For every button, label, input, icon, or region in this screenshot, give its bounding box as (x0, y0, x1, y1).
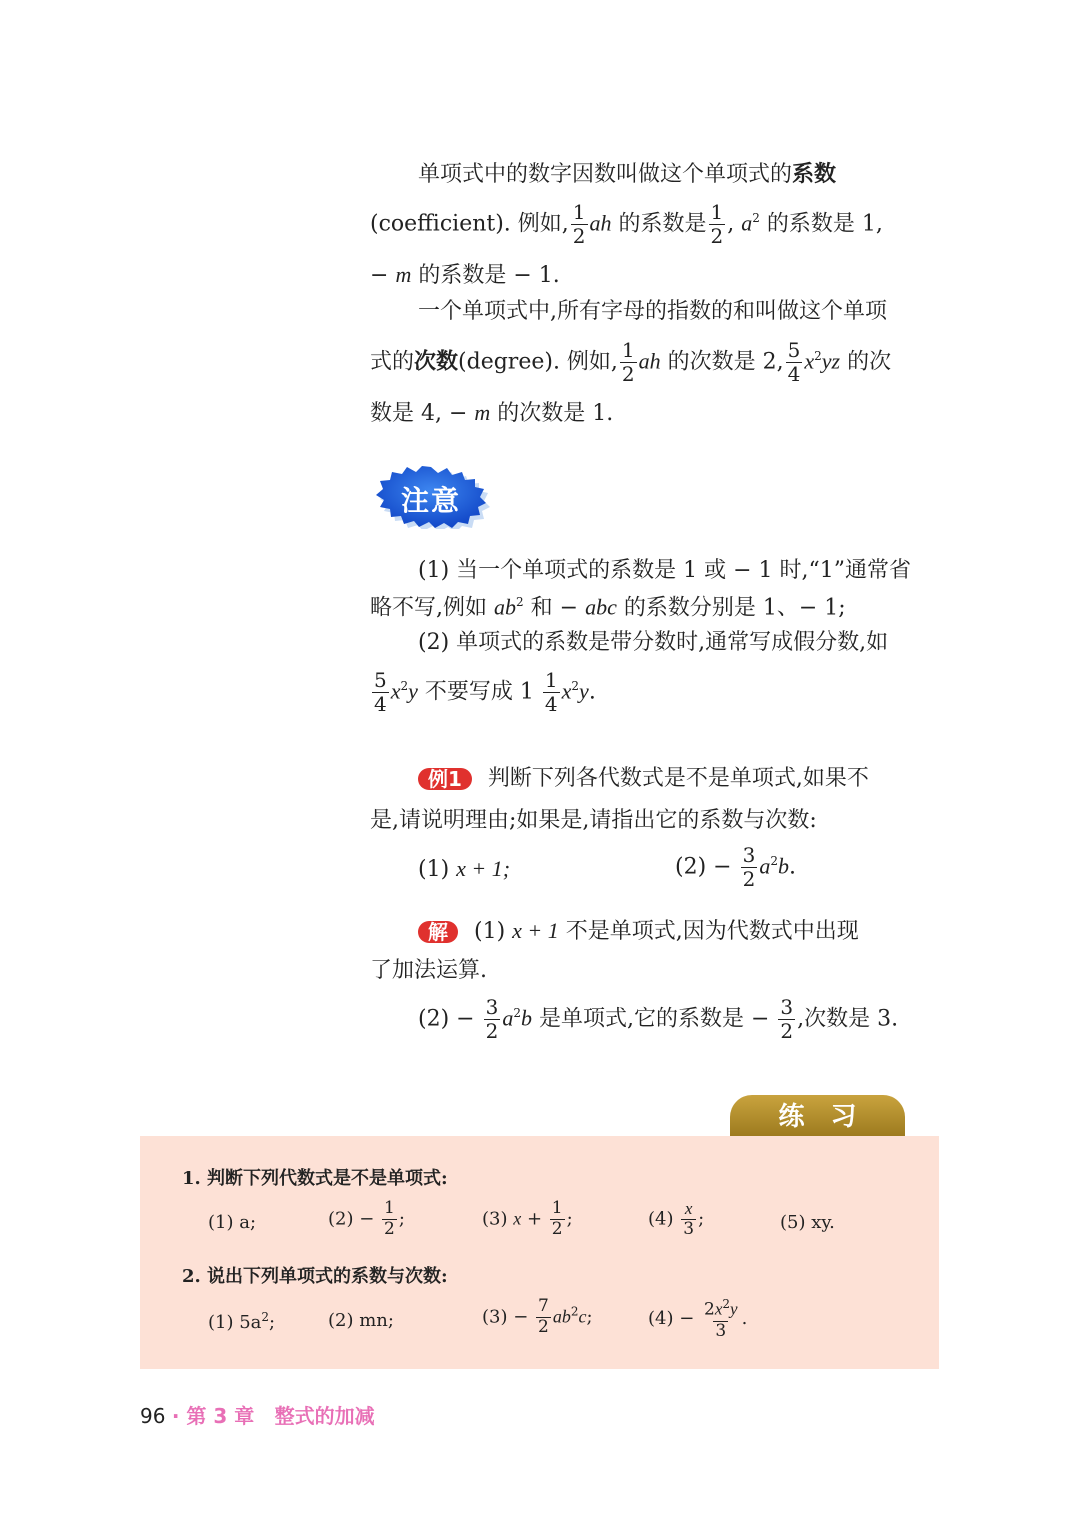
q1-item-2: (2) − $\frac{1}{2}$ ; (328, 1198, 405, 1239)
note-text: 不要写成 1 (424, 679, 534, 705)
solution-line1 (418, 920, 859, 943)
fraction: $\frac{1}{2}$ (572, 200, 586, 248)
fraction: $\frac{3}{2}$ (742, 843, 756, 891)
solution-text: 了加法运算. (370, 958, 487, 983)
item-text: (1) 5a (208, 1312, 262, 1333)
fraction: $\frac{3}{2}$ (485, 995, 499, 1043)
example-item1 (418, 858, 510, 881)
example-text: 判断下列各代数式是不是单项式,如果不 (487, 766, 869, 791)
term-degree: 次数 (414, 348, 459, 375)
para2-line2: 式的次数(degree). 例如, $\frac{1}{2}$ ah 的次数是 2, $\frac{5}{4}$ $x^2yz$ 的次 (370, 338, 892, 386)
para1-text: 的系数是 1, (766, 211, 883, 237)
item-text: (3) (482, 1306, 508, 1328)
note-text: (1) 当一个单项式的系数是 1 或 − 1 时,“1”通常省 (418, 558, 912, 583)
solution-text: ,次数是 3. (797, 1006, 899, 1032)
item-text: (3) (482, 1208, 508, 1230)
para2-line3: 数是 4, − m 的次数是 1. (370, 400, 614, 426)
para1-line1 (418, 163, 836, 186)
item-text: (4) (648, 1208, 674, 1230)
item-text: (1) a; (208, 1212, 257, 1233)
page-footer (140, 1400, 375, 1429)
item-expr: x + 1; (456, 856, 511, 881)
solution-tag: 解 (418, 921, 458, 943)
fraction: $\frac{3}{2}$ (780, 995, 794, 1043)
para1-text: 的系数是 − 1. (418, 263, 560, 288)
note2-line2: $\frac{5}{4}$ $x^2y$ 不要写成 1 $\frac{1}{4}$ $x^2y$. (374, 668, 596, 716)
solution-text: 是单项式,它的系数是 (538, 1006, 744, 1032)
chapter-label: · 第 3 章 (171, 1404, 255, 1428)
term-coefficient: 系数 (792, 161, 837, 187)
fraction: $\frac{2x^2y}{3}$ (704, 1297, 738, 1341)
fraction: $\frac{1}{2}$ (384, 1198, 395, 1239)
example-tag: 例1 (418, 768, 472, 790)
para2-text: 数是 4, (370, 401, 442, 426)
fraction: $\frac{7}{2}$ (538, 1296, 549, 1337)
solution-line2 (370, 960, 487, 982)
note1-line1 (418, 560, 911, 582)
note-text: 的系数分别是 1、− 1; (623, 595, 846, 621)
example-line1 (418, 768, 869, 790)
fraction: $\frac{1}{2}$ (710, 200, 724, 248)
para2-text: 的次 (847, 349, 892, 375)
note-text: 略不写,例如 (370, 595, 487, 621)
notice-badge (372, 465, 490, 529)
para1-text: 单项式中的数字因数叫做这个单项式的 (418, 162, 793, 187)
chapter-title: 整式的加减 (274, 1404, 375, 1428)
notice-label: 注意 (400, 484, 461, 517)
para2-text: (degree). 例如, (458, 349, 618, 375)
item-label: (1) (418, 857, 450, 882)
fraction: $\frac{1}{4}$ (544, 668, 558, 716)
q2-item-3: (3) − $\frac{7}{2}$ $ab^2c$; (482, 1296, 593, 1337)
item-text: (5) xy. (780, 1212, 835, 1233)
exercise-q1: 1. 判断下列代数式是不是单项式: (182, 1168, 448, 1189)
exercise-q2: 2. 说出下列单项式的系数与次数: (182, 1266, 448, 1287)
para2-line1 (418, 301, 887, 323)
q1-item-5 (780, 1212, 835, 1233)
q2-item-1: (1) $5a^2$; (208, 1310, 276, 1333)
fraction: $\frac{5}{4}$ (374, 668, 387, 716)
example-text: 是,请说明理由;如果是,请指出它的系数与次数: (370, 808, 817, 833)
item-text: (2) (328, 1208, 354, 1230)
q2-item-2 (328, 1310, 394, 1331)
para2-text: 的次数是 2, (667, 349, 784, 375)
para1-text: (coefficient). 例如, (370, 211, 569, 237)
q2-item-4: (4) − $\frac{2x^2y}{3}$ . (648, 1297, 748, 1341)
item-label: (2) (675, 854, 707, 880)
solution-expr: x + 1 (512, 918, 559, 943)
para1-line3: − m 的系数是 − 1. (370, 262, 560, 288)
item-text: (2) mn; (328, 1310, 394, 1331)
fraction: $\frac{x}{3}$ (683, 1199, 695, 1239)
page-number: 96 (140, 1404, 166, 1428)
q1-item-3: (3) x + $\frac{1}{2}$ ; (482, 1198, 573, 1239)
fraction: $\frac{1}{2}$ (621, 338, 635, 386)
example-line2 (370, 810, 817, 832)
exercise-tab: 练习 (730, 1095, 905, 1137)
note-text: (2) 单项式的系数是带分数时,通常写成假分数,如 (418, 630, 889, 655)
item-text: (4) (648, 1308, 674, 1330)
solution-text: (2) (418, 1006, 450, 1032)
fraction: $\frac{1}{2}$ (551, 1198, 563, 1239)
para2-text: 的次数是 1. (497, 401, 614, 426)
note2-line1 (418, 632, 888, 654)
solution-text: (1) (474, 919, 506, 944)
solution-line3: (2) − $\frac{3}{2}$ $a^2b$ 是单项式,它的系数是 − $\frac{3}{2}$ ,次数是 3. (418, 995, 899, 1043)
para2-text: 一个单项式中,所有字母的指数的和叫做这个单项 (418, 299, 887, 324)
para2-text: 式的 (370, 349, 415, 375)
note1-line2: 略不写,例如 $ab^2$ 和 − abc 的系数分别是 1、− 1; (370, 594, 846, 621)
example-item2: (2) − $\frac{3}{2}$ $a^2b$. (675, 843, 796, 891)
para1-text: 的系数是 (618, 211, 707, 237)
q1-item-4: (4) $\frac{x}{3}$ ; (648, 1199, 705, 1239)
q1-item-1 (208, 1212, 256, 1233)
exercise-box (140, 1136, 939, 1369)
fraction: $\frac{5}{4}$ (787, 338, 801, 386)
note-text: 和 (530, 595, 553, 621)
para1-line2: (coefficient). 例如, $\frac{1}{2}$ ah 的系数是 $\frac{1}{2}$ , $a^2$ 的系数是 1, (370, 200, 883, 248)
solution-text: 不是单项式,因为代数式中出现 (565, 919, 859, 944)
